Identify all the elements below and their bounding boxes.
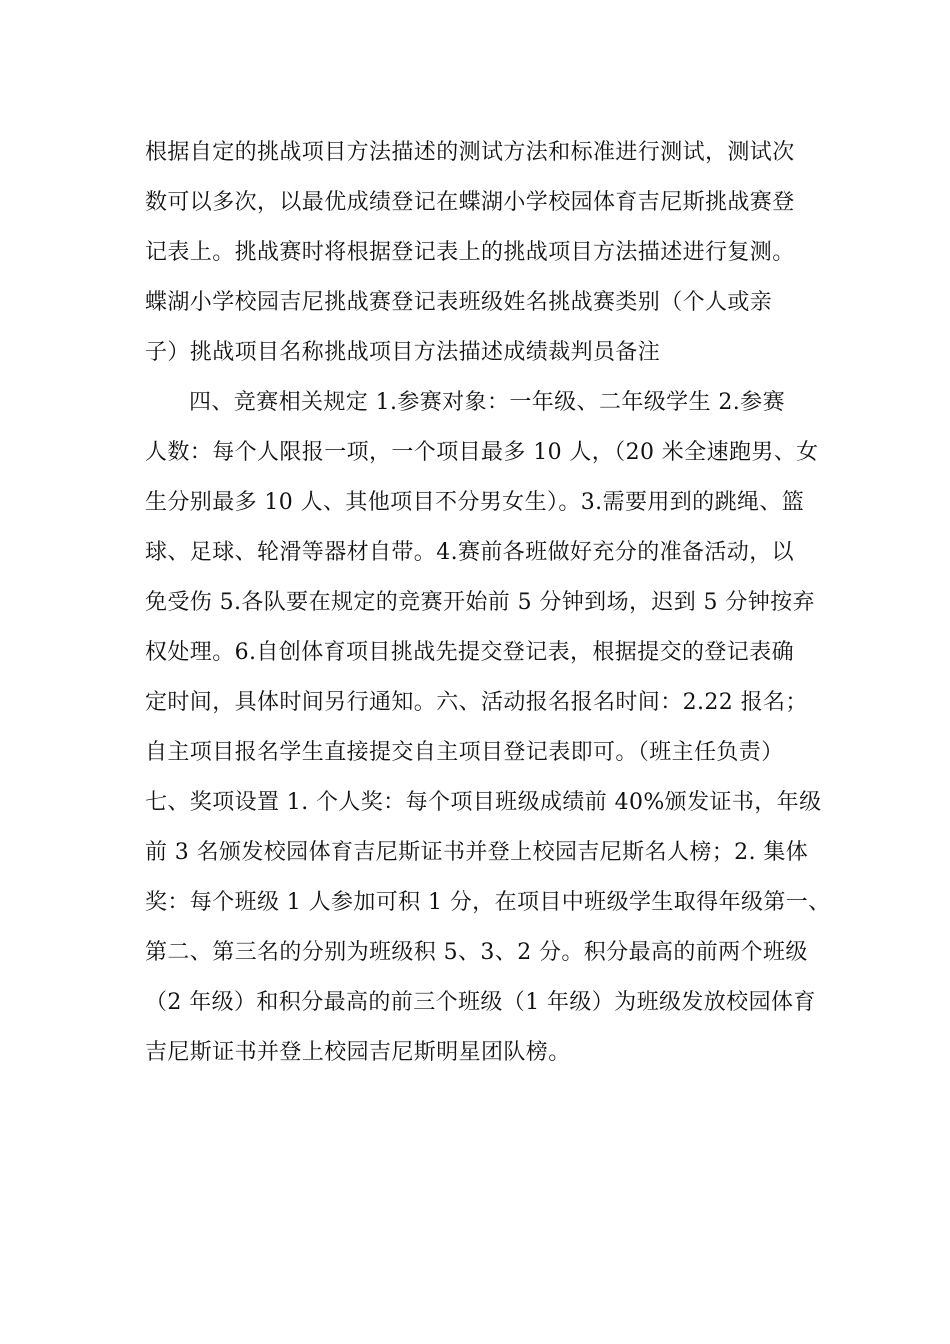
text-line-16: 奖：每个班级 1 人参加可积 1 分，在项目中班级学生取得年级第一、	[145, 890, 831, 915]
text-line-9: 球、足球、轮滑等器材自带。4.赛前各班做好充分的准备活动，以	[145, 540, 794, 565]
text-line-14: 七、奖项设置 1. 个人奖：每个项目班级成绩前 40%颁发证书，年级	[145, 790, 822, 815]
text-line-19: 吉尼斯证书并登上校园吉尼斯明星团队榜。	[145, 1040, 571, 1065]
text-line-18: （2 年级）和积分最高的前三个班级（1 年级）为班级发放校园体育	[145, 990, 816, 1015]
text-line-13: 自主项目报名学生直接提交自主项目登记表即可。（班主任负责）	[145, 740, 784, 765]
text-line-11: 权处理。6.自创体育项目挑战先提交登记表，根据提交的登记表确	[145, 640, 794, 665]
text-line-1: 根据自定的挑战项目方法描述的测试方法和标准进行测试，测试次	[145, 140, 795, 165]
document-body	[145, 133, 831, 1083]
text-line-7: 人数：每个人限报一项，一个项目最多 10 人，（20 米全速跑男、女	[145, 440, 819, 465]
text-line-5: 子）挑战项目名称挑战项目方法描述成绩裁判员备注	[145, 340, 661, 365]
text-line-8: 生分别最多 10 人、其他项目不分男女生）。3.需要用到的跳绳、篮	[145, 490, 805, 515]
text-line-10: 免受伤 5.各队要在规定的竞赛开始前 5 分钟到场，迟到 5 分钟按弃	[145, 590, 815, 615]
text-line-4: 蝶湖小学校园吉尼挑战赛登记表班级姓名挑战赛类别（个人或亲	[145, 290, 773, 315]
text-line-6: 四、竞赛相关规定 1.参赛对象：一年级、二年级学生 2.参赛	[189, 390, 785, 415]
text-line-2: 数可以多次，以最优成绩登记在蝶湖小学校园体育吉尼斯挑战赛登	[145, 190, 795, 215]
text-line-15: 前 3 名颁发校园体育吉尼斯证书并登上校园吉尼斯名人榜；2. 集体	[145, 840, 809, 865]
text-line-12: 定时间，具体时间另行通知。六、活动报名报名时间：2.22 报名；	[145, 690, 808, 715]
text-line-17: 第二、第三名的分别为班级积 5、3、2 分。积分最高的前两个班级	[145, 940, 808, 965]
text-line-3: 记表上。挑战赛时将根据登记表上的挑战项目方法描述进行复测。	[145, 240, 795, 265]
